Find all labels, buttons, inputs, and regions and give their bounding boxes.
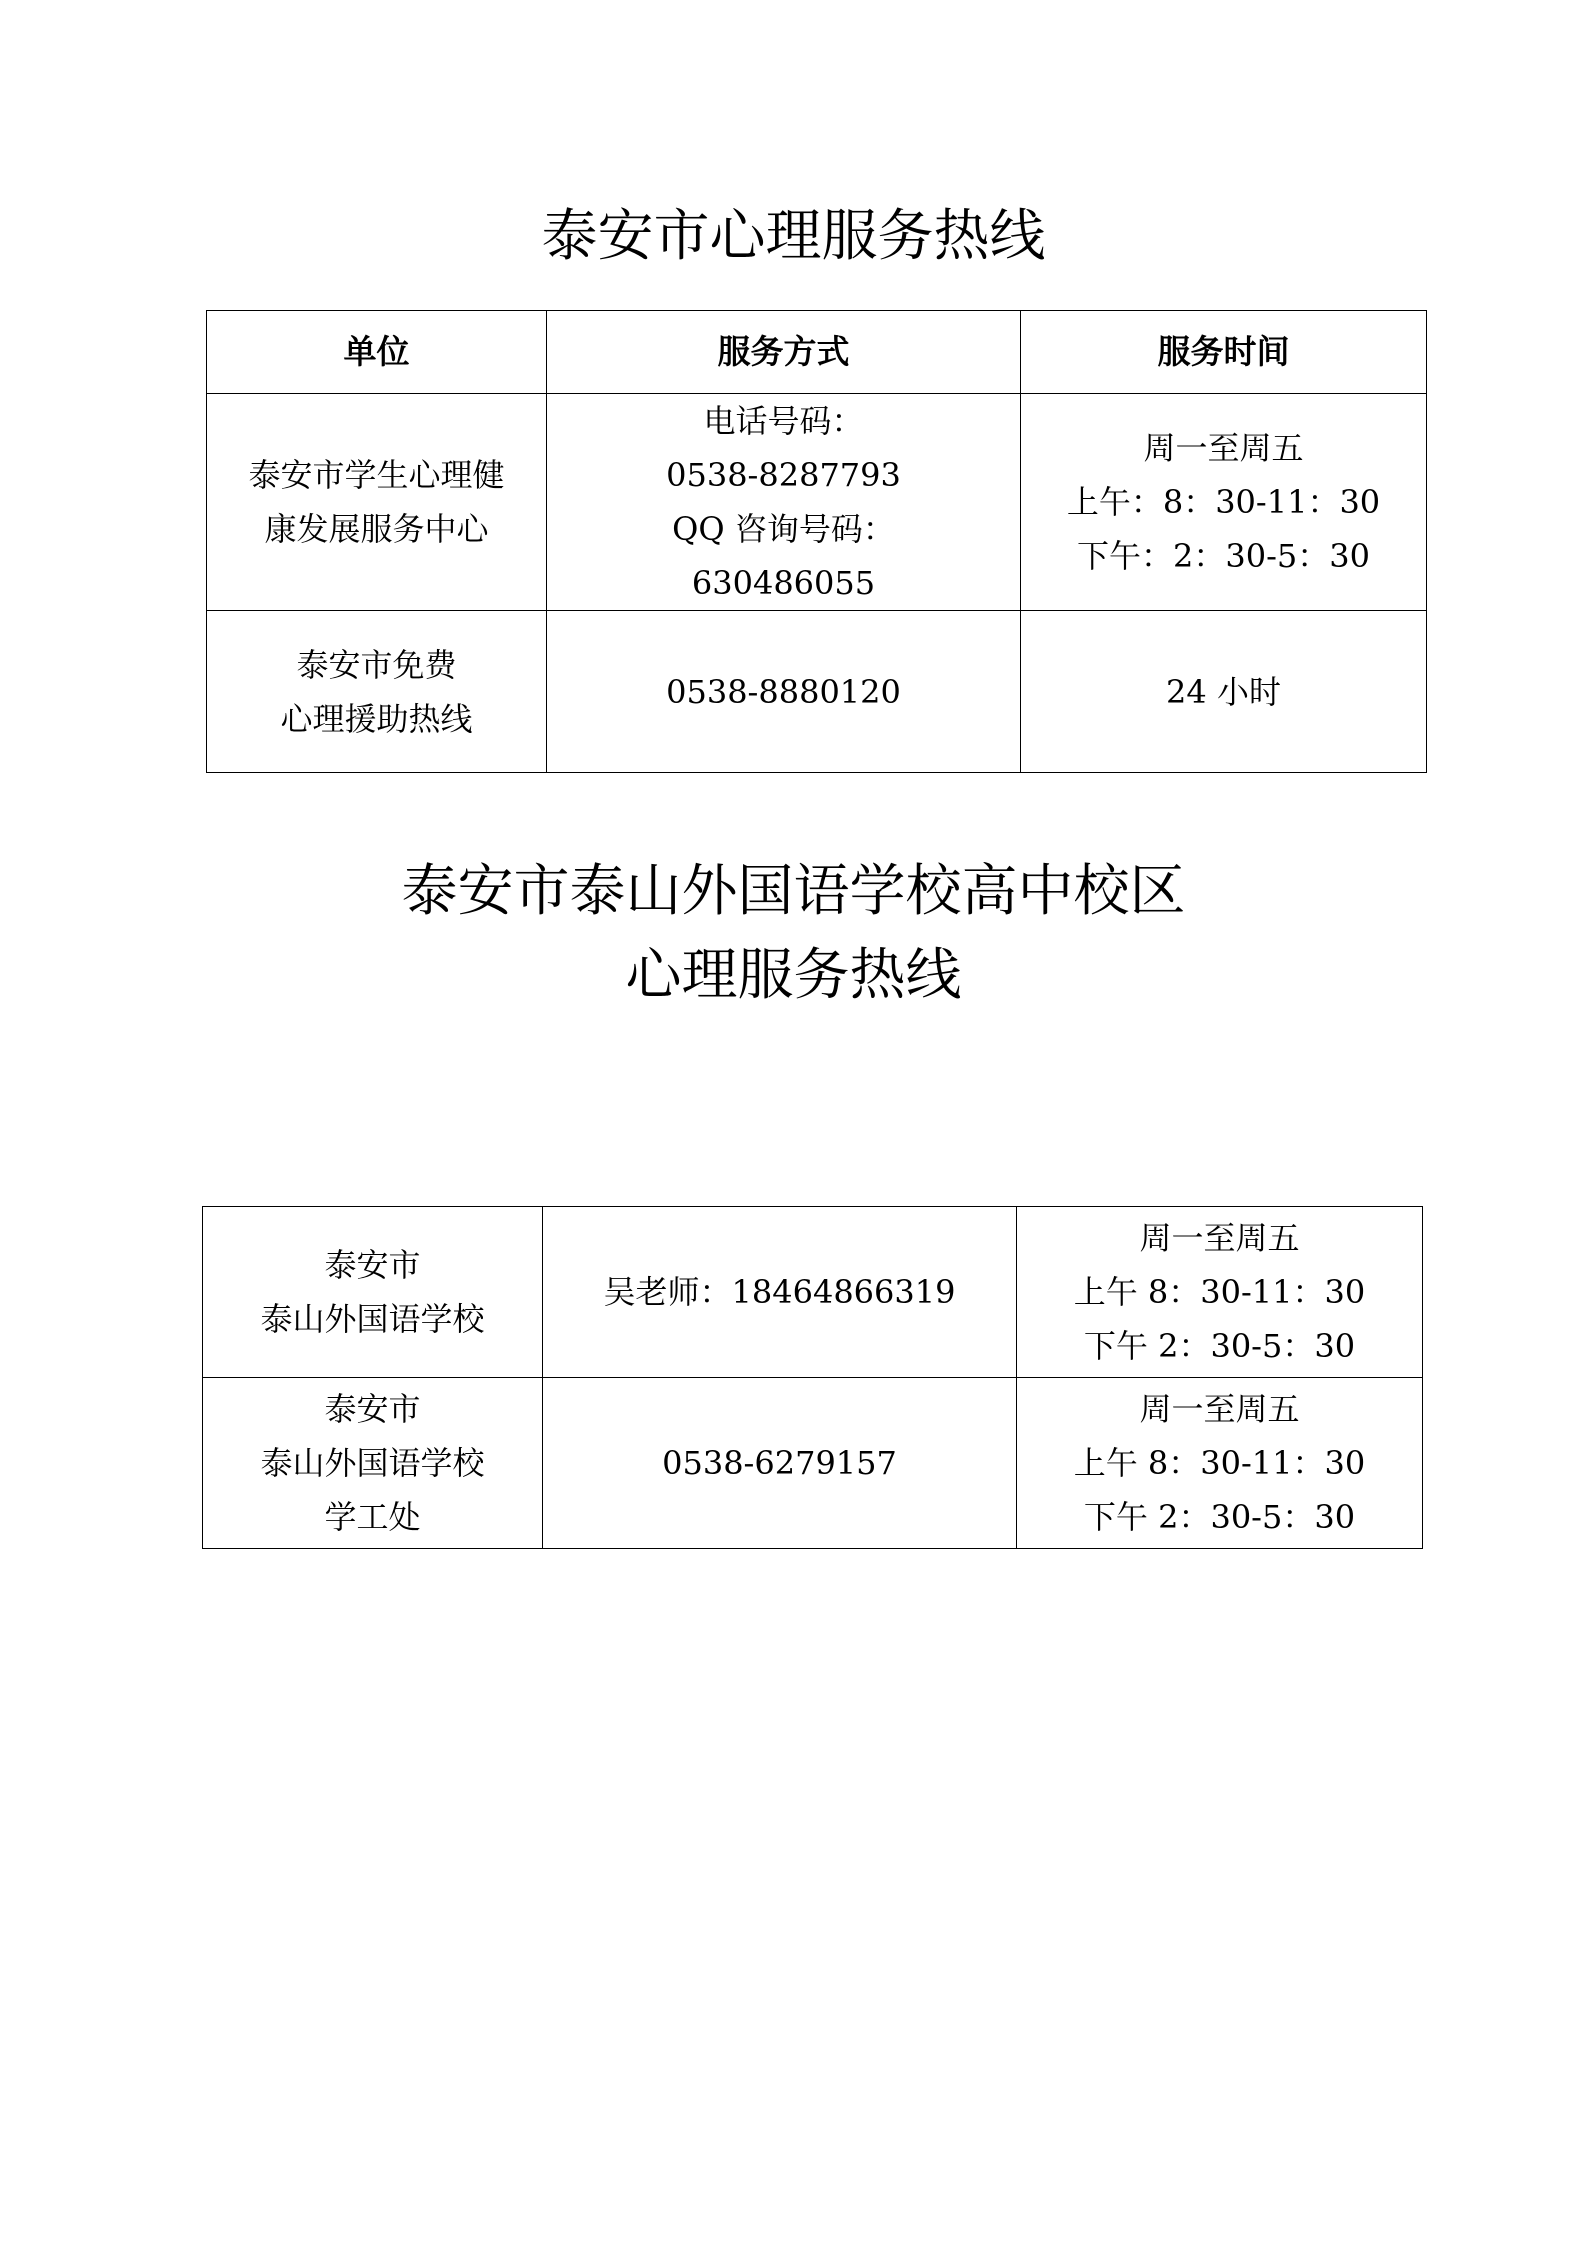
hotline-table-school [202,1206,1423,1549]
section2-title [0,850,1587,1018]
table-header-row [207,311,1427,394]
unit-cell [203,1378,543,1549]
unit-text: 泰安市 [324,1390,421,1428]
teacher-phone: 吴老师：18464866319 [603,1273,956,1311]
method-cell [543,1207,1017,1378]
phone-number: 0538-8880120 [666,672,901,711]
time-afternoon: 下午：2：30-5：30 [1077,537,1370,575]
time-afternoon: 下午 2：30-5：30 [1083,1327,1356,1365]
table-row [207,394,1427,611]
time-morning: 上午 8：30-11：30 [1073,1444,1366,1482]
section1-title: 泰安市心理服务热线 [541,204,1046,269]
method-cell [547,611,1021,773]
time-afternoon: 下午 2：30-5：30 [1083,1498,1356,1536]
unit-cell [207,394,547,611]
unit-text: 泰山外国语学校 [260,1300,485,1338]
header-unit: 单位 [207,311,547,394]
header-service-method: 服务方式 [547,311,1021,394]
time-days: 周一至周五 [1139,1219,1300,1257]
table-row [203,1207,1423,1378]
time-days: 周一至周五 [1143,429,1304,467]
section2-title-line: 泰安市泰山外国语学校高中校区 [401,859,1186,924]
unit-text: 泰安市学生心理健 [248,456,505,494]
phone-number: 0538-8287793 [666,456,901,494]
qq-number: 630486055 [691,564,876,602]
time-hours: 24 小时 [1166,672,1281,711]
method-label: 电话号码： [703,402,864,440]
hotline-table-city [206,310,1427,773]
unit-cell [207,611,547,773]
method-cell [543,1378,1017,1549]
unit-text: 学工处 [324,1498,421,1536]
unit-text: 康发展服务中心 [264,510,489,548]
time-cell [1017,1378,1423,1549]
time-cell [1017,1207,1423,1378]
time-morning: 上午 8：30-11：30 [1073,1273,1366,1311]
header-service-time: 服务时间 [1021,311,1427,394]
method-label: QQ 咨询号码： [672,510,895,548]
time-cell [1021,611,1427,773]
unit-text: 泰安市免费 [296,645,457,684]
unit-text: 泰安市 [324,1246,421,1284]
time-days: 周一至周五 [1139,1390,1300,1428]
time-cell [1021,394,1427,611]
section2-title-line: 心理服务热线 [625,943,962,1008]
time-morning: 上午：8：30-11：30 [1066,483,1381,521]
unit-text: 泰山外国语学校 [260,1444,485,1482]
table-row [203,1378,1423,1549]
unit-cell [203,1207,543,1378]
table-row [207,611,1427,773]
phone-number: 0538-6279157 [662,1444,897,1482]
unit-text: 心理援助热线 [280,699,473,738]
method-cell [547,394,1021,611]
